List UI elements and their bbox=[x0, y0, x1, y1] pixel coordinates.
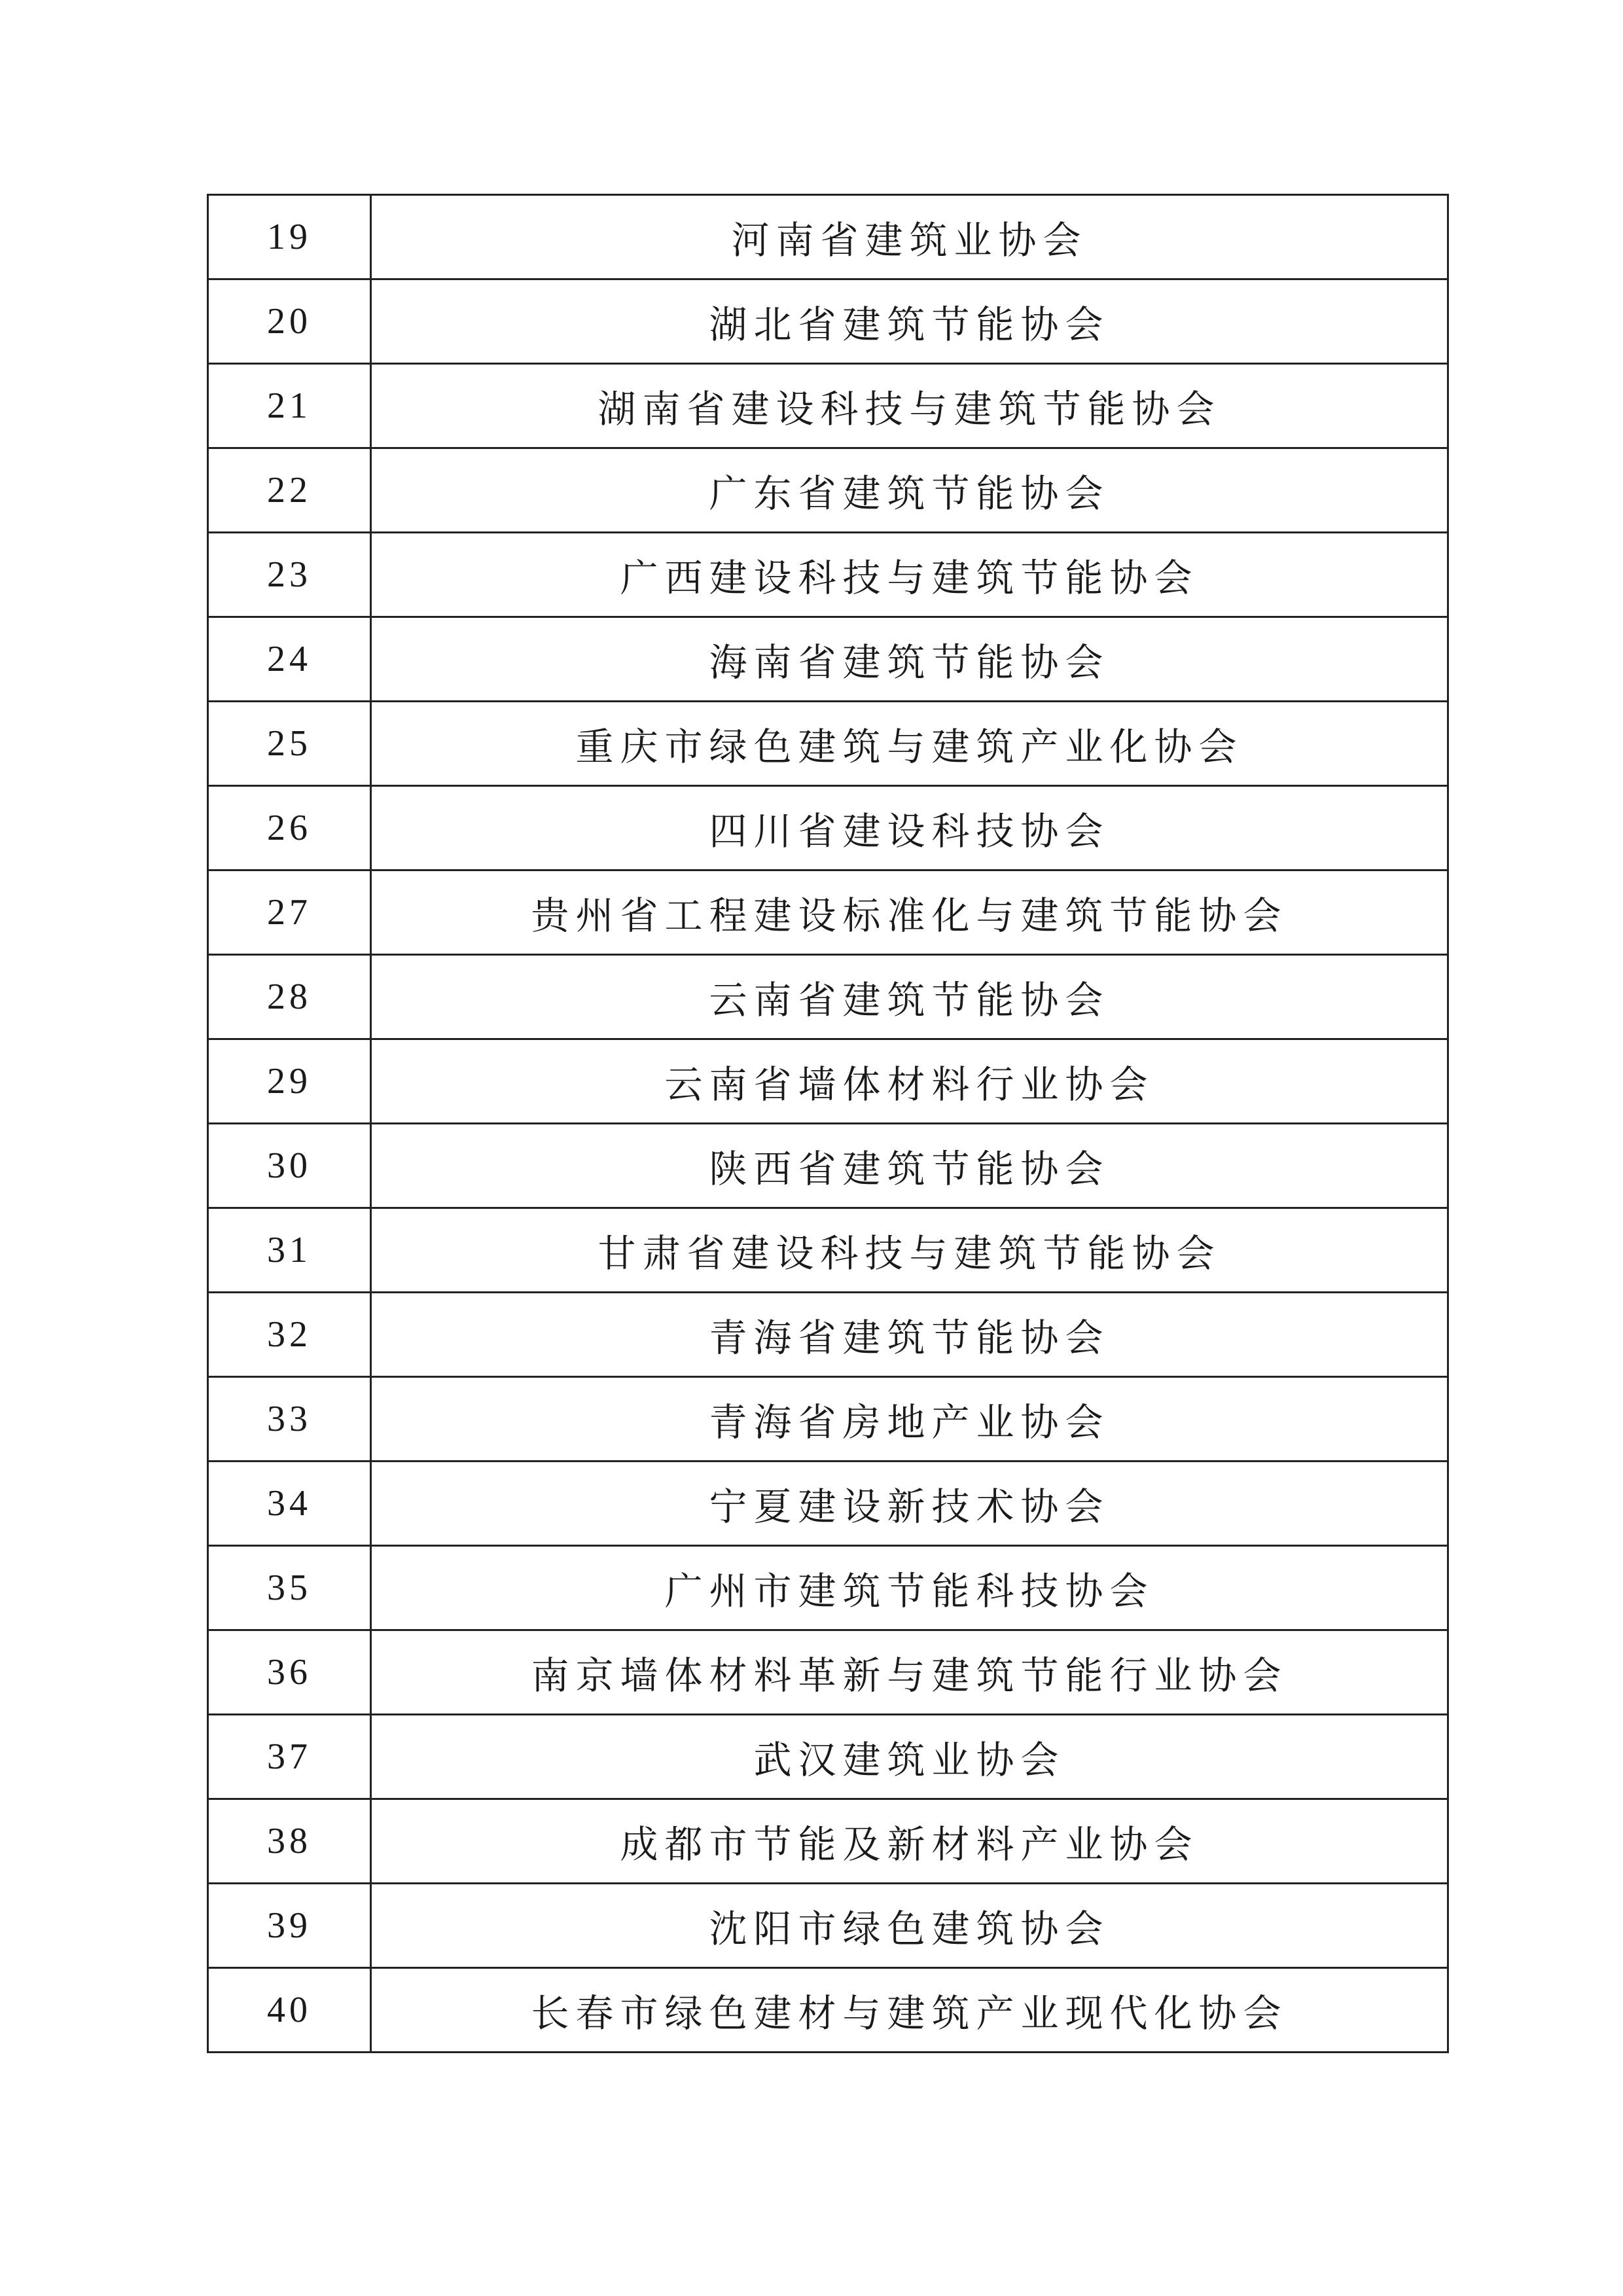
table-row bbox=[208, 1377, 1448, 1462]
table-row bbox=[208, 1462, 1448, 1546]
table-row bbox=[208, 1293, 1448, 1377]
table-row bbox=[208, 1630, 1448, 1715]
row-number: 20 bbox=[208, 279, 371, 364]
table-row bbox=[208, 1546, 1448, 1630]
table-row bbox=[208, 1124, 1448, 1208]
association-name: 河南省建筑业协会 bbox=[371, 195, 1448, 279]
row-number: 31 bbox=[208, 1208, 371, 1293]
table-row bbox=[208, 786, 1448, 870]
table-row bbox=[208, 702, 1448, 786]
row-number: 21 bbox=[208, 364, 371, 448]
association-table bbox=[207, 194, 1449, 2053]
association-name: 宁夏建设新技术协会 bbox=[371, 1462, 1448, 1546]
row-number: 37 bbox=[208, 1715, 371, 1799]
association-name: 云南省建筑节能协会 bbox=[371, 955, 1448, 1039]
association-name: 四川省建设科技协会 bbox=[371, 786, 1448, 870]
association-name: 广州市建筑节能科技协会 bbox=[371, 1546, 1448, 1630]
row-number: 23 bbox=[208, 533, 371, 617]
row-number: 36 bbox=[208, 1630, 371, 1715]
row-number: 29 bbox=[208, 1039, 371, 1124]
table-row bbox=[208, 279, 1448, 364]
association-name: 湖南省建设科技与建筑节能协会 bbox=[371, 364, 1448, 448]
row-number: 39 bbox=[208, 1884, 371, 1968]
association-table-body bbox=[208, 195, 1448, 2053]
row-number: 35 bbox=[208, 1546, 371, 1630]
table-row bbox=[208, 195, 1448, 279]
row-number: 22 bbox=[208, 448, 371, 533]
association-name: 南京墙体材料革新与建筑节能行业协会 bbox=[371, 1630, 1448, 1715]
association-name: 长春市绿色建材与建筑产业现代化协会 bbox=[371, 1968, 1448, 2053]
association-name: 重庆市绿色建筑与建筑产业化协会 bbox=[371, 702, 1448, 786]
row-number: 30 bbox=[208, 1124, 371, 1208]
association-name: 海南省建筑节能协会 bbox=[371, 617, 1448, 702]
table-row bbox=[208, 870, 1448, 955]
association-name: 沈阳市绿色建筑协会 bbox=[371, 1884, 1448, 1968]
association-name: 广东省建筑节能协会 bbox=[371, 448, 1448, 533]
table-row bbox=[208, 1715, 1448, 1799]
row-number: 34 bbox=[208, 1462, 371, 1546]
row-number: 24 bbox=[208, 617, 371, 702]
row-number: 25 bbox=[208, 702, 371, 786]
table-row bbox=[208, 1968, 1448, 2053]
row-number: 19 bbox=[208, 195, 371, 279]
table-row bbox=[208, 955, 1448, 1039]
row-number: 26 bbox=[208, 786, 371, 870]
table-row bbox=[208, 617, 1448, 702]
association-name: 武汉建筑业协会 bbox=[371, 1715, 1448, 1799]
association-name: 云南省墙体材料行业协会 bbox=[371, 1039, 1448, 1124]
table-row bbox=[208, 1884, 1448, 1968]
table-row bbox=[208, 1039, 1448, 1124]
association-name: 青海省建筑节能协会 bbox=[371, 1293, 1448, 1377]
row-number: 27 bbox=[208, 870, 371, 955]
table-row bbox=[208, 364, 1448, 448]
row-number: 40 bbox=[208, 1968, 371, 2053]
table-row bbox=[208, 533, 1448, 617]
association-name: 甘肃省建设科技与建筑节能协会 bbox=[371, 1208, 1448, 1293]
association-name: 贵州省工程建设标准化与建筑节能协会 bbox=[371, 870, 1448, 955]
table-row bbox=[208, 1799, 1448, 1884]
association-name: 陕西省建筑节能协会 bbox=[371, 1124, 1448, 1208]
row-number: 28 bbox=[208, 955, 371, 1039]
table-row bbox=[208, 448, 1448, 533]
row-number: 38 bbox=[208, 1799, 371, 1884]
association-name: 成都市节能及新材料产业协会 bbox=[371, 1799, 1448, 1884]
table-row bbox=[208, 1208, 1448, 1293]
row-number: 33 bbox=[208, 1377, 371, 1462]
row-number: 32 bbox=[208, 1293, 371, 1377]
association-name: 湖北省建筑节能协会 bbox=[371, 279, 1448, 364]
association-name: 青海省房地产业协会 bbox=[371, 1377, 1448, 1462]
association-name: 广西建设科技与建筑节能协会 bbox=[371, 533, 1448, 617]
